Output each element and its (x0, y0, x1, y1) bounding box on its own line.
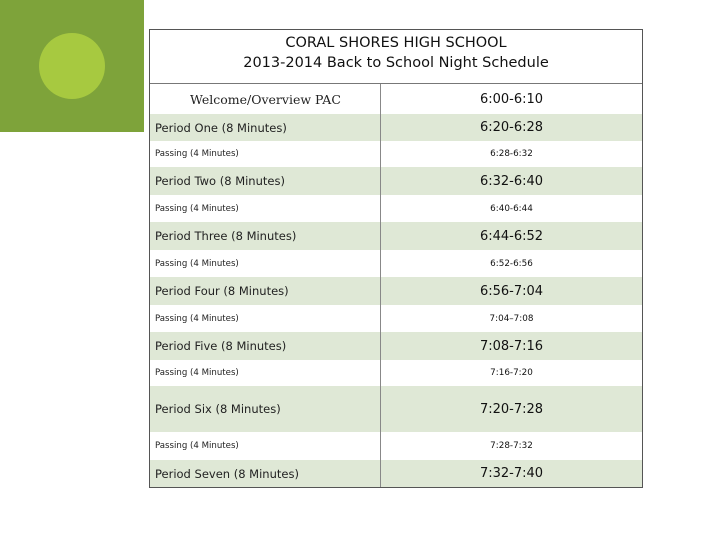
row-time: 6:44-6:52 (380, 222, 642, 250)
table-row (150, 432, 642, 460)
table-row (150, 332, 642, 360)
row-time: 7:28-7:32 (380, 432, 642, 460)
row-time: 6:32-6:40 (380, 167, 642, 195)
schedule-header (150, 30, 642, 84)
schedule-subtitle: 2013-2014 Back to School Night Schedule (243, 55, 549, 71)
table-row (150, 460, 642, 487)
table-row (150, 167, 642, 195)
row-time: 6:00-6:10 (380, 84, 642, 114)
school-name: CORAL SHORES HIGH SCHOOL (285, 35, 507, 51)
vertical-divider (144, 0, 145, 540)
row-time: 7:16-7:20 (380, 360, 642, 386)
row-time: 7:20-7:28 (380, 386, 642, 432)
row-time: 6:40-6:44 (380, 195, 642, 222)
table-row (150, 305, 642, 332)
row-time: 6:52-6:56 (380, 250, 642, 277)
row-time: 7:04–7:08 (380, 305, 642, 332)
row-label: Passing (4 Minutes) (155, 313, 239, 324)
table-row (150, 386, 642, 432)
row-label: Passing (4 Minutes) (155, 441, 239, 451)
row-label: Period Five (8 Minutes) (155, 339, 287, 353)
table-row (150, 360, 642, 386)
schedule-table (149, 29, 643, 488)
table-row (150, 195, 642, 222)
table-row (150, 222, 642, 250)
row-time: 6:28-6:32 (380, 141, 642, 167)
row-time: 6:56-7:04 (380, 277, 642, 305)
row-label: Passing (4 Minutes) (155, 368, 239, 378)
table-row (150, 84, 642, 114)
table-row (150, 277, 642, 305)
row-label: Passing (4 Minutes) (155, 258, 239, 269)
table-row (150, 250, 642, 277)
table-row (150, 114, 642, 141)
row-time: 6:20-6:28 (380, 114, 642, 141)
row-label: Period Six (8 Minutes) (155, 402, 281, 416)
row-time: 7:32-7:40 (380, 460, 642, 487)
row-label: Period Seven (8 Minutes) (155, 466, 299, 481)
row-label: Passing (4 Minutes) (155, 149, 239, 159)
decorative-circle (39, 33, 105, 99)
row-label: Passing (4 Minutes) (155, 203, 239, 214)
table-row (150, 141, 642, 167)
row-label: Period One (8 Minutes) (155, 120, 287, 135)
row-label: Period Four (8 Minutes) (155, 284, 289, 298)
row-label: Period Two (8 Minutes) (155, 174, 285, 188)
row-label: Period Three (8 Minutes) (155, 229, 297, 243)
row-time: 7:08-7:16 (380, 332, 642, 360)
row-label: Welcome/Overview PAC (190, 91, 341, 107)
